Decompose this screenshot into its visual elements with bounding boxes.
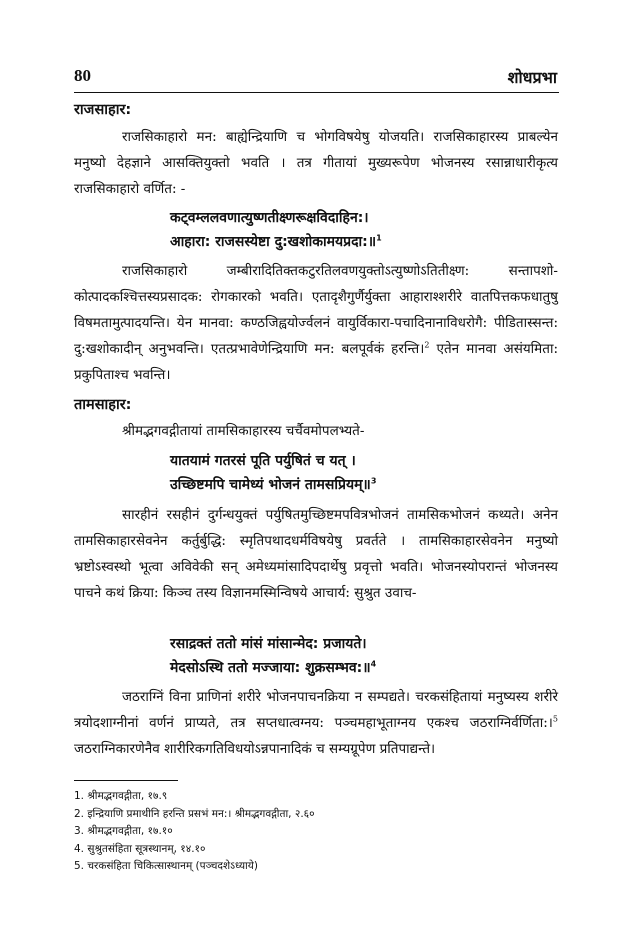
paragraph-rajas-body-text: राजसिकाहारो जम्बीरादितिक्तकटुरतिलवणयुक्तोऽत्युष्णोऽतितीक्ष्ण: सन्तापशो-कोत्पादकश्चित्तस्यप्रसादक: रोगकारको भवति। एतादृशैगुर्णैर्युक्ता आहाराश्शरीरे वातपित्तकफधातुषु विषमतामुत्पादयन्ति। येन मानवा: कण्ठजिह्वयोर्ज्वलनं वायुर्विकारा-पचादिनानाविधरोगै: पीडितास्सन्त: दु:खशोकादीन् अनुभवन्ति। एतत्प्रभावेणेन्द्रियाणि मन: बलपूर्वकं हरन्ति।: [74, 263, 558, 357]
section-heading-rajas: राजसाहार:: [74, 102, 132, 118]
paragraph-tamas-body: सारहीनं रसहीनं दुर्गन्धयुक्तं पर्युषितमुच्छिष्टमपवित्रभोजनं तामसिकभोजनं कथ्यते। अनेन तामसिकाहारसेवनेन कर्तुर्बुद्धि: स्मृतिपथादधर्मविषयेषु प्रवर्तते । तामसिकाहारसेवनेन मनुष्यो भ्रष्टोऽस्वस्थो भूत्वा अविवेकी सन् अमेध्यमांसादिपदार्थेषु प्रवृत्तो भवति। भोजनस्योपरान्तं भोजनस्य पाचने कथं क्रिया: किञ्च तस्य विज्ञानमस्मिन्विषये आचार्य: सुश्रुत उवाच-: [74, 507, 558, 601]
verse-sushruta-line2: मेदसोऽस्थि ततो मज्जाया: शुक्रसम्भव:॥: [170, 660, 371, 676]
footnote-rule: [74, 780, 178, 781]
paragraph-rajas-body-tail: एतेन मानवा असंयमिता: प्रकुपिताश्च भवन्ति।: [74, 341, 558, 383]
journal-title: शोधप्रभा: [507, 68, 557, 87]
footnote-5: 5. चरकसंहिता चिकित्सास्थानम् (पञ्चदशेऽध्याये): [74, 860, 258, 872]
footnote-ref-3[interactable]: 3: [370, 476, 377, 486]
footnote-2: 2. इन्द्रियाणि प्रमाथीनि हरन्ति प्रसभं मन:। श्रीमद्भगवद्गीता, २.६०: [74, 807, 315, 820]
footnote-1: 1. श्रीमद्भगवद्गीता, १७.९: [74, 790, 168, 802]
paragraph-jatharagni: [74, 684, 558, 762]
verse-sushruta-line1: रसाद्रक्तं ततो मांसं मांसान्मेद: प्रजायते।: [170, 636, 367, 652]
paragraph-rajas-intro: राजसिकाहारो मन: बाह्येन्द्रियाणि च भोगविषयेषु योजयति। राजसिकाहारस्य प्राबल्येन मनुष्यो देहज्ञाने आसक्तियुक्तो भवति । तत्र गीतायां मुख्यरूपेण भोजनस्य रसान्नाधारीकृत्य राजसिकाहारो वर्णित: -: [74, 129, 558, 197]
header-rule: [74, 92, 559, 93]
paragraph-rajas-body: [74, 258, 558, 388]
footnotes: [74, 788, 315, 876]
paragraph-tamas-intro: श्रीमद्भगवद्गीतायां तामसिकाहारस्य चर्चैवमोपलभ्यते-: [122, 423, 365, 439]
verse-sushruta-line2-wrap: [170, 656, 376, 680]
verse-tamas: [170, 449, 376, 497]
paragraph-jatharagni-tail: जठराग्निकारणेनैव शारीरिकगतिविधयोऽन्नपानादिकं च सम्यग्रूपेण प्रतिपाद्यन्ते।: [74, 741, 436, 757]
verse-tamas-line2-wrap: [170, 473, 376, 497]
footnote-ref-2[interactable]: 2: [424, 340, 430, 350]
verse-tamas-line2: उच्छिष्टमपि चामेध्यं भोजनं तामसप्रियम्॥: [170, 477, 371, 493]
verse-rajas-line1: कट्वम्ललवणात्युष्णतीक्ष्णरूक्षविदाहिन:।: [170, 210, 369, 226]
verse-sushruta: [170, 632, 376, 680]
footnote-ref-4[interactable]: 4: [370, 659, 377, 669]
footnote-ref-5[interactable]: 5: [552, 714, 558, 724]
verse-rajas-line2: आहारा: राजसस्येष्टा दु:खशोकामयप्रदा:॥: [170, 234, 377, 250]
section-heading-tamas: तामसाहार:: [74, 397, 132, 413]
footnote-ref-1[interactable]: 1: [376, 233, 382, 243]
verse-tamas-line1: यातयामं गतरसं पूति पर्युषितं च यत् ।: [170, 453, 356, 469]
paragraph-jatharagni-text: जठराग्निं विना प्राणिनां शरीरे भोजनपाचनक्रिया न सम्पद्यते। चरकसंहितायां मनुष्यस्य शरीरे त्रयोदशाग्नीनां वर्णनं प्राप्यते, तत्र सप्तधात्वग्नय: पञ्चमहाभूताग्नय एकश्च जठराग्निर्वर्णिता:।: [74, 689, 558, 731]
footnote-4: 4. सुश्रुतसंहिता सूत्रस्थानम्, १४.१०: [74, 842, 206, 855]
verse-rajas: [170, 206, 382, 254]
page-number: 80: [74, 66, 91, 85]
verse-rajas-line2-wrap: [170, 230, 382, 254]
footnote-3: 3. श्रीमद्भगवद्गीता, १७.१०: [74, 825, 173, 837]
